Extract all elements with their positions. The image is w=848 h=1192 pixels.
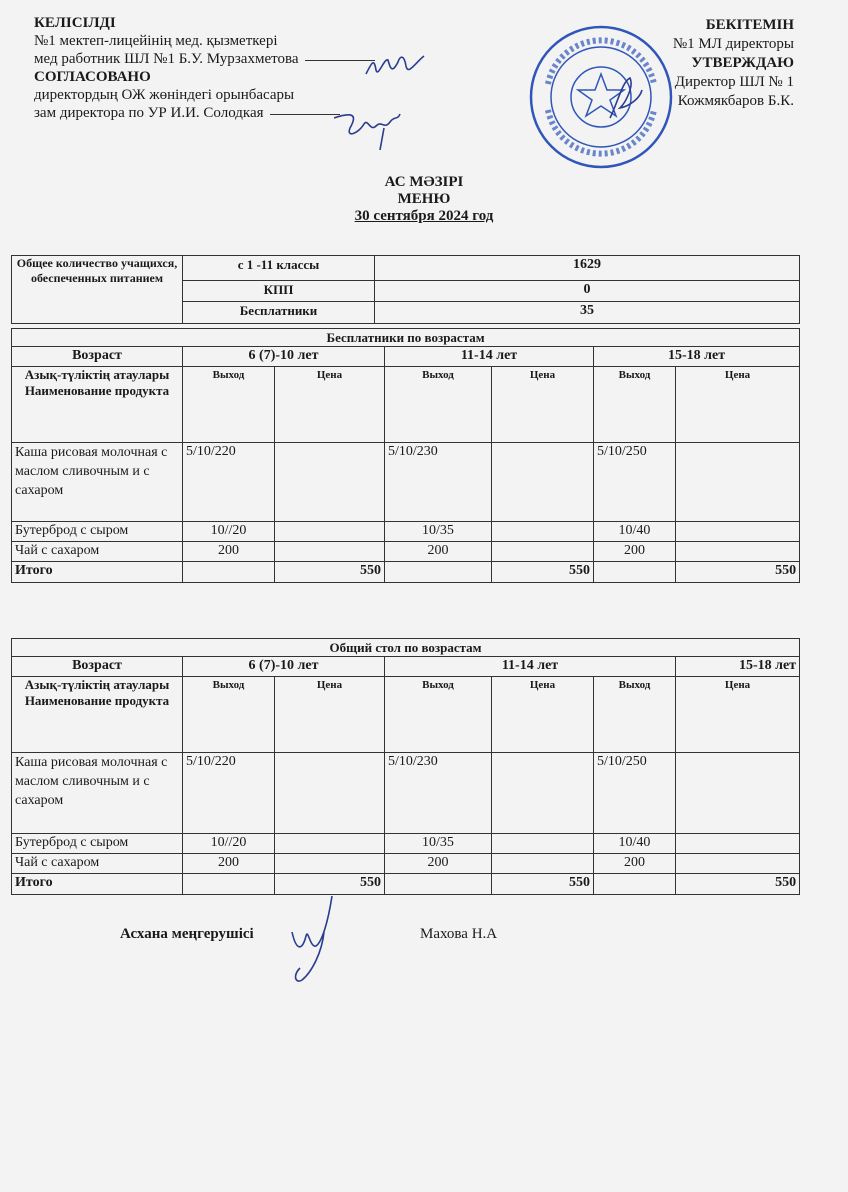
director-position-ru: Директор ШЛ № 1 <box>674 74 794 90</box>
output-value: 200 <box>183 854 275 874</box>
medic-signature <box>360 48 430 82</box>
table-row <box>12 854 800 874</box>
menu-title-ru: МЕНЮ <box>397 191 451 207</box>
agreed-ru-label: СОГЛАСОВАНО <box>34 69 151 85</box>
deputy-signature <box>328 108 408 152</box>
table-caption: Общий стол по возрастам <box>12 639 800 657</box>
output-header: Выход <box>594 367 676 443</box>
medic-position-kz: №1 мектеп-лицейінің мед. қызметкері <box>34 33 278 49</box>
table-row <box>12 542 800 562</box>
age-group-header: 11-14 лет <box>385 657 676 677</box>
product-name: Каша рисовая молочная с маслом сливочным и с сахаром <box>12 753 183 834</box>
output-value: 10//20 <box>183 834 275 854</box>
output-value: 5/10/250 <box>594 443 676 522</box>
canteen-head-name: Махова Н.А <box>420 926 498 942</box>
menu-title-kz: АС МӘЗІРІ <box>384 174 464 190</box>
summary-value: 1629 <box>375 256 800 281</box>
menu-date: 30 сентября 2024 год <box>354 208 494 224</box>
price-header: Цена <box>676 677 800 753</box>
age-group-header: 6 (7)-10 лет <box>183 347 385 367</box>
age-group-header: 11-14 лет <box>385 347 594 367</box>
approval-left-block <box>34 14 375 122</box>
table-row <box>12 522 800 542</box>
deputy-position-ru: зам директора по УР И.И. Солодкая <box>34 104 375 122</box>
summary-category: Бесплатники <box>183 302 375 324</box>
price-header: Цена <box>275 367 385 443</box>
summary-category: с 1 -11 классы <box>183 256 375 281</box>
output-header: Выход <box>385 677 492 753</box>
total-value: 550 <box>492 562 594 583</box>
summary-value: 35 <box>375 302 800 324</box>
age-group-header: 15-18 лет <box>676 657 800 677</box>
age-header: Возраст <box>12 347 183 367</box>
total-value: 550 <box>676 562 800 583</box>
director-signature <box>600 72 650 122</box>
table-row <box>12 443 800 522</box>
product-name: Чай с сахаром <box>12 542 183 562</box>
price-header: Цена <box>275 677 385 753</box>
summary-table <box>11 255 800 324</box>
output-value: 5/10/230 <box>385 443 492 522</box>
output-value: 5/10/250 <box>594 753 676 834</box>
output-value: 200 <box>594 854 676 874</box>
product-name: Бутерброд с сыром <box>12 522 183 542</box>
total-value: 550 <box>492 874 594 895</box>
total-value: 550 <box>676 874 800 895</box>
approve-ru-label: УТВЕРЖДАЮ <box>691 55 794 71</box>
deputy-position-kz: директордың ОЖ жөніндегі орынбасары <box>34 87 295 103</box>
canteen-head-label: Асхана меңгерушісі <box>120 926 254 942</box>
total-label: Итого <box>12 562 183 583</box>
output-value: 10/40 <box>594 522 676 542</box>
output-value: 10//20 <box>183 522 275 542</box>
summary-category: КПП <box>183 281 375 302</box>
table-row <box>12 753 800 834</box>
approve-kz-label: БЕКІТЕМІН <box>705 17 794 33</box>
general-meals-table <box>11 638 800 895</box>
output-header: Выход <box>594 677 676 753</box>
output-value: 10/40 <box>594 834 676 854</box>
medic-position-ru: мед работник ШЛ №1 Б.У. Мурзахметова <box>34 50 375 68</box>
output-value: 5/10/220 <box>183 443 275 522</box>
summary-value: 0 <box>375 281 800 302</box>
output-value: 10/35 <box>385 522 492 542</box>
output-header: Выход <box>183 677 275 753</box>
product-header: Азық-түліктің атаулары Наименование продукта <box>12 677 183 753</box>
director-name: Кожмякбаров Б.К. <box>677 93 794 109</box>
director-position-kz: №1 МЛ директоры <box>672 36 794 52</box>
agreed-kz-label: КЕЛІСІЛДІ <box>34 15 116 31</box>
total-label: Итого <box>12 874 183 895</box>
product-header: Азық-түліктің атаулары Наименование продукта <box>12 367 183 443</box>
product-name: Бутерброд с сыром <box>12 834 183 854</box>
output-header: Выход <box>385 367 492 443</box>
price-header: Цена <box>676 367 800 443</box>
price-header: Цена <box>492 677 594 753</box>
output-value: 200 <box>183 542 275 562</box>
output-value: 200 <box>594 542 676 562</box>
output-value: 200 <box>385 542 492 562</box>
output-value: 5/10/220 <box>183 753 275 834</box>
summary-label: Общее количество учащихся, обеспеченных питанием <box>12 256 183 324</box>
output-value: 5/10/230 <box>385 753 492 834</box>
age-group-header: 6 (7)-10 лет <box>183 657 385 677</box>
table-caption: Бесплатники по возрастам <box>12 329 800 347</box>
total-value: 550 <box>275 874 385 895</box>
product-name: Чай с сахаром <box>12 854 183 874</box>
output-value: 200 <box>385 854 492 874</box>
output-header: Выход <box>183 367 275 443</box>
canteen-head-signature <box>282 892 352 984</box>
approval-right-block <box>673 16 794 111</box>
totals-row <box>12 874 800 895</box>
totals-row <box>12 562 800 583</box>
output-value: 10/35 <box>385 834 492 854</box>
age-group-header: 15-18 лет <box>594 347 800 367</box>
price-header: Цена <box>492 367 594 443</box>
total-value: 550 <box>275 562 385 583</box>
product-name: Каша рисовая молочная с маслом сливочным и с сахаром <box>12 443 183 522</box>
age-header: Возраст <box>12 657 183 677</box>
table-row <box>12 834 800 854</box>
free-meals-table <box>11 328 800 583</box>
